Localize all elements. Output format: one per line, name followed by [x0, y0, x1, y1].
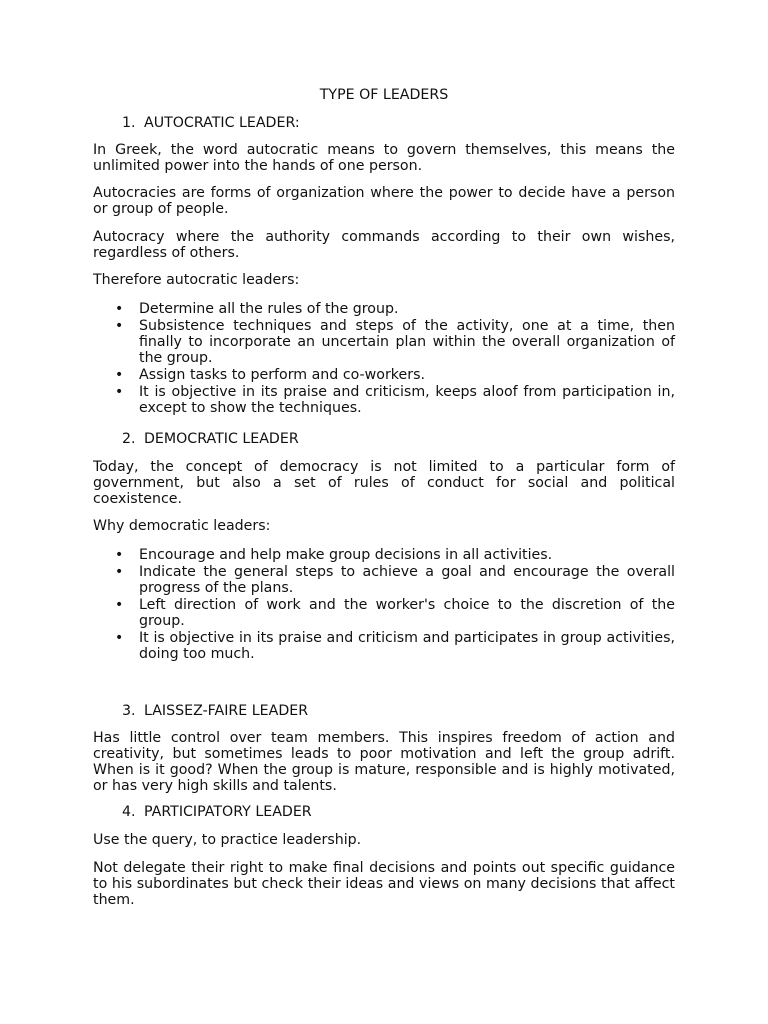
autocratic-traits-list	[93, 301, 675, 417]
section-number: 1.	[122, 115, 136, 131]
list-item-text: It is objective in its praise and criticism and participates in group activities, doing too much.	[139, 630, 675, 662]
section-heading-democratic	[122, 431, 299, 447]
paragraph: Autocracy where the authority commands according to their own wishes, regardless of others.	[93, 229, 675, 261]
democratic-traits-list	[93, 547, 675, 663]
list-item	[93, 367, 675, 383]
list-item-text: Indicate the general steps to achieve a goal and encourage the overall progress of the plans.	[139, 564, 675, 596]
section-number: 2.	[122, 431, 136, 447]
section-title: LAISSEZ-FAIRE LEADER	[144, 703, 309, 719]
paragraph: Why democratic leaders:	[93, 518, 271, 534]
list-item	[93, 301, 675, 317]
bullet-icon: •	[115, 547, 124, 563]
section-number: 4.	[122, 804, 136, 820]
list-item	[93, 597, 675, 629]
bullet-icon: •	[115, 318, 124, 334]
bullet-icon: •	[115, 597, 124, 613]
section-title: AUTOCRATIC LEADER:	[144, 115, 300, 131]
section-heading-participatory	[122, 804, 312, 820]
bullet-icon: •	[115, 384, 124, 400]
section-number: 3.	[122, 703, 136, 719]
document-title: TYPE OF LEADERS	[319, 87, 449, 103]
list-item	[93, 547, 675, 563]
list-item-text: Determine all the rules of the group.	[139, 301, 399, 317]
list-item-text: Encourage and help make group decisions in all activities.	[139, 547, 553, 563]
section-title: DEMOCRATIC LEADER	[144, 431, 299, 447]
paragraph: Use the query, to practice leadership.	[93, 832, 362, 848]
section-title: PARTICIPATORY LEADER	[144, 804, 312, 820]
bullet-icon: •	[115, 564, 124, 580]
list-item	[93, 384, 675, 416]
paragraph: Therefore autocratic leaders:	[93, 272, 300, 288]
list-item-text: It is objective in its praise and criticism, keeps aloof from participation in, except to show the techniques.	[139, 384, 675, 416]
list-item-text: Subsistence techniques and steps of the activity, one at a time, then finally to incorporate an uncertain plan within the overall organization of the group.	[139, 318, 675, 366]
bullet-icon: •	[115, 367, 124, 383]
paragraph: Not delegate their right to make final decisions and points out specific guidance to his subordinates but check their ideas and views on many decisions that affect them.	[93, 860, 675, 908]
list-item	[93, 630, 675, 662]
list-item	[93, 564, 675, 596]
paragraph: Has little control over team members. This inspires freedom of action and creativity, but sometimes leads to poor motivation and left the group adrift. When is it good? When the group is mature, responsible and is highly motivated, or has very high skills and talents.	[93, 730, 675, 794]
paragraph: In Greek, the word autocratic means to govern themselves, this means the unlimited power into the hands of one person.	[93, 142, 675, 174]
list-item-text: Left direction of work and the worker's choice to the discretion of the group.	[139, 597, 675, 629]
section-heading-autocratic	[122, 115, 300, 131]
paragraph: Autocracies are forms of organization where the power to decide have a person or group of people.	[93, 185, 675, 217]
paragraph: Today, the concept of democracy is not limited to a particular form of government, but also a set of rules of conduct for social and political coexistence.	[93, 459, 675, 507]
bullet-icon: •	[115, 630, 124, 646]
bullet-icon: •	[115, 301, 124, 317]
list-item-text: Assign tasks to perform and co-workers.	[139, 367, 425, 383]
list-item	[93, 318, 675, 366]
section-heading-laissez-faire	[122, 703, 308, 719]
